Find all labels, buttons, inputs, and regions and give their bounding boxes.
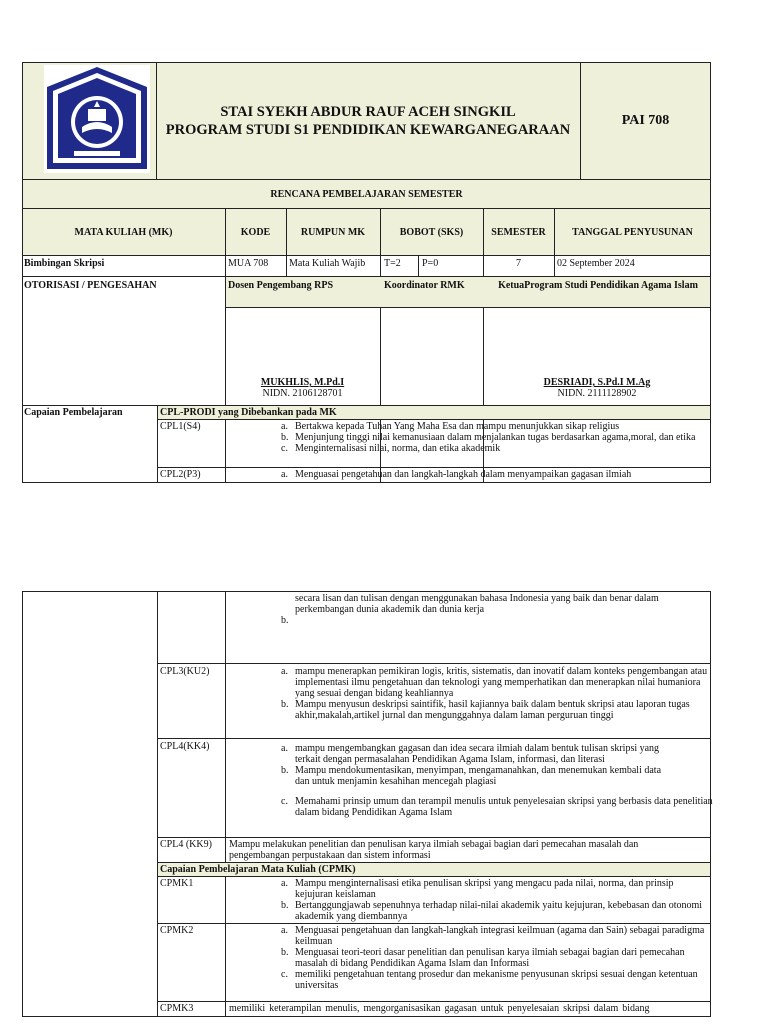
ketua-signatory-nidn: NIDN. 2111128902 — [557, 388, 637, 399]
list-item: b. Bertanggungjawab sepenuhnya terhadap nilai-nilai akademik yaitu kejujuran, kebebasan dan otonomi akademik yang diembannya — [281, 900, 703, 922]
col-kode: KODE — [240, 226, 271, 238]
dosen-signatory-nidn: NIDN. 2106128701 — [262, 388, 343, 399]
col-semester: SEMESTER — [491, 226, 546, 238]
institution-name: STAI SYEKH ABDUR RAUF ACEH SINGKIL — [220, 104, 516, 120]
continuation-list: secara lisan dan tulisan dengan menggunakan bahasa Indonesia yang baik dan benar dalam perkembangan dunia akademik dan dunia kerja b. — [281, 593, 701, 615]
course-code-box: PAI 708 — [621, 113, 670, 128]
cpl4b-code: CPL4 (KK9) — [160, 839, 212, 850]
cpmk1-list — [281, 878, 706, 922]
course-kode: MUA 708 — [228, 258, 269, 269]
cpl1-list — [281, 421, 706, 454]
list-item: b. Menguasai teori-teori dasar penelitian dan penulisan karya ilmiah sebagai bagian dari pemecahan masalah di bidang Pendidikan Agama Islam dan Informasi — [281, 947, 685, 969]
course-tanggal: 02 September 2024 — [557, 258, 635, 269]
course-semester: 7 — [516, 258, 521, 269]
cpmk1-code: CPMK1 — [160, 878, 194, 889]
cpl-prodi-header: CPL-PRODI yang Dibebankan pada MK — [160, 407, 337, 418]
institution-logo — [44, 65, 150, 173]
cpl3-code: CPL3(KU2) — [160, 666, 210, 677]
logo-shield-icon — [44, 65, 150, 173]
col-bobot: BOBOT (SKS) — [399, 226, 464, 238]
rps-page-2 — [22, 591, 711, 1017]
course-bobot-p: P=0 — [422, 258, 439, 269]
rps-title: RENCANA PEMBELAJARAN SEMESTER — [22, 179, 711, 209]
ketua-label: KetuaProgram Studi Pendidikan Agama Islam — [498, 280, 698, 291]
cpmk3-text: memiliki keterampilan menulis, mengorganisasikan gagasan untuk penyelesaian skripsi dalam bidang — [229, 1003, 650, 1014]
cpmk3-code: CPMK3 — [160, 1003, 194, 1014]
cpl3-list — [281, 666, 709, 721]
list-item: b. Mampu mendokumentasikan, menyimpan, mengamanahkan, dan menemukan kembali data dan untuk menjamin kesahihan mencegah plagiasi — [281, 765, 662, 787]
course-name: Bimbingan Skripsi — [24, 258, 105, 269]
cpmk2-list — [281, 925, 706, 991]
list-item: a. Mampu menginternalisasi etika penulisan skripsi yang mengacu pada nilai, norma, dan prinsip kejujuran keislaman — [281, 878, 674, 900]
cpl4-list — [281, 743, 713, 818]
list-item: a. mampu mengembangkan gagasan dan idea secara ilmiah dalam bentuk tulisan skripsi yang terkait dengan permasalahan Pendidikan Agama Islam, informasi, dan literasi — [281, 743, 660, 765]
ketua-signatory-name: DESRIADI, S.Pd.I M.Ag — [543, 377, 651, 388]
list-item: a. mampu menerapkan pemikiran logis, kritis, sistematis, dan inovatif dalam konteks pengembangan atau implementasi ilmu pengetahuan dan teknologi yang memperhatikan dan menerapkan nilai humaniora yang sesuai dengan bidang keahliannya — [281, 666, 708, 699]
cpl2-code: CPL2(P3) — [160, 469, 201, 480]
list-item: a. Menguasai pengetahuan dan langkah-langkah dalam menyampaikan gagasan ilmiah — [281, 469, 632, 480]
course-rumpun: Mata Kuliah Wajib — [289, 258, 366, 269]
dosen-signatory-name: MUKHLIS, M.Pd.I — [260, 377, 345, 388]
cpl1-code: CPL1(S4) — [160, 421, 201, 432]
col-mata-kuliah: MATA KULIAH (MK) — [74, 226, 173, 238]
otorisasi-label: OTORISASI / PENGESAHAN — [24, 280, 157, 291]
rps-page-1 — [22, 62, 711, 483]
list-item: a. Bertakwa kepada Tuhan Yang Maha Esa dan mampu menunjukkan sikap religius — [281, 421, 620, 432]
col-tanggal: TANGGAL PENYUSUNAN — [572, 226, 693, 238]
koordinator-label: Koordinator RMK — [384, 280, 465, 291]
list-item: a. Menguasai pengetahuan dan langkah-langkah integrasi keilmuan (agama dan Sain) sebagai paradigma keilmuan — [281, 925, 705, 947]
dosen-label: Dosen Pengembang RPS — [228, 280, 334, 291]
cpmk-header: Capaian Pembelajaran Mata Kuliah (CPMK) — [160, 864, 356, 875]
list-item: c. Memahami prinsip umum dan terampil menulis untuk penyelesaian skripsi yang berbasis data penelitian dalam bidang Pendidikan Agama Islam — [281, 796, 713, 818]
cpmk2-code: CPMK2 — [160, 925, 194, 936]
capaian-label: Capaian Pembelajaran — [24, 407, 123, 418]
list-item: b. Mampu menyusun deskripsi saintifik, hasil kajiannya baik dalam bentuk skripsi atau laporan tugas akhir,makalah,artikel jurnal dan mengunggahnya dalam laman perguruan tinggi — [281, 699, 690, 721]
list-item: c. Menginternalisasi nilai, norma, dan etika akademik — [281, 443, 501, 454]
course-bobot-t: T=2 — [384, 258, 401, 269]
cpl2-list — [281, 469, 706, 480]
list-item: secara lisan dan tulisan dengan menggunakan bahasa Indonesia yang baik dan benar dalam perkembangan dunia akademik dan dunia kerja — [295, 593, 659, 615]
list-item: c. memiliki pengetahuan tentang prosedur dan mekanisme penyusunan skripsi sesuai dengan ketentuan universitas — [281, 969, 698, 991]
program-name: PROGRAM STUDI S1 PENDIDIKAN KEWARGANEGARAAN — [165, 122, 571, 138]
col-rumpun: RUMPUN MK — [300, 226, 366, 238]
cpl4-code: CPL4(KK4) — [160, 741, 210, 752]
list-item: b. Menjunjung tinggi nilai kemanusiaan dalam menjalankan tugas berdasarkan agama,moral, dan etika — [281, 432, 696, 443]
cpl4b-text: Mampu melakukan penelitian dan penulisan karya ilmiah sebagai bagian dari pemecahan masalah dan pengembangan perpustakaan dan sistem informasi — [229, 839, 639, 861]
